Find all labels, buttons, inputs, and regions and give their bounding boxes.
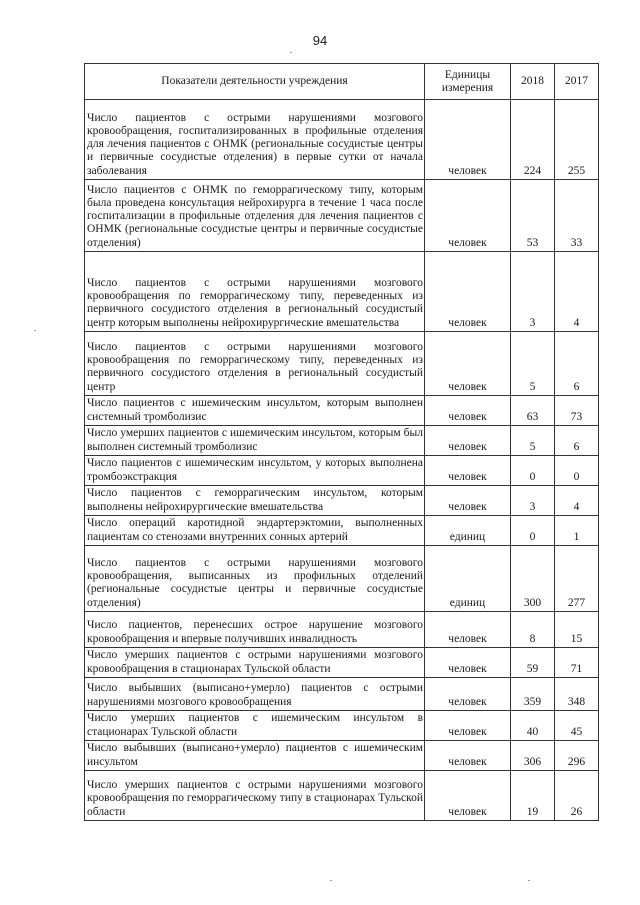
- value-2018-cell: 3: [511, 486, 555, 516]
- unit-cell: человек: [425, 426, 511, 456]
- value-2017-cell: 15: [555, 612, 599, 648]
- indicator-cell: Число пациентов, перенесших острое нарушение мозгового кровообращения и впервые получивших инвалидность: [85, 612, 425, 648]
- value-2017-cell: 26: [555, 771, 599, 821]
- indicator-cell: Число выбывших (выписано+умерло) пациентов с ишемическим инсультом: [85, 741, 425, 771]
- table-row: [85, 648, 599, 678]
- value-2018-cell: 5: [511, 426, 555, 456]
- unit-cell: человек: [425, 741, 511, 771]
- table-row: [85, 678, 599, 711]
- header-year-2018: 2018: [511, 64, 555, 100]
- indicator-cell: Число пациентов с острыми нарушениями мозгового кровообращения по геморрагическому типу, переведенных из первичного сосудистого отделения в региональный сосудистый центр: [85, 332, 425, 396]
- indicator-cell: Число умерших пациентов с острыми нарушениями мозгового кровообращения по геморрагическому типу в стационарах Тульской области: [85, 771, 425, 821]
- statistics-table: [84, 63, 599, 821]
- table-row: [85, 456, 599, 486]
- unit-cell: человек: [425, 180, 511, 252]
- value-2018-cell: 306: [511, 741, 555, 771]
- indicator-cell: Число пациентов с острыми нарушениями мозгового кровообращения, госпитализированных в профильные отделения для лечения пациентов с ОНМК (региональные сосудистые центры и первичные сосудистые отделения) в первые сутки от начала заболевания: [85, 100, 425, 180]
- table-row: [85, 612, 599, 648]
- value-2017-cell: 255: [555, 100, 599, 180]
- value-2017-cell: 6: [555, 332, 599, 396]
- scan-speck: [290, 52, 292, 53]
- table-row: [85, 332, 599, 396]
- scan-speck: [528, 880, 530, 881]
- value-2017-cell: 4: [555, 252, 599, 332]
- indicator-cell: Число операций каротидной эндартерэктомии, выполненных пациентам со стенозами внутренних сонных артерий: [85, 516, 425, 546]
- value-2018-cell: 300: [511, 546, 555, 612]
- table-row: [85, 100, 599, 180]
- table-row: [85, 741, 599, 771]
- scan-speck: [34, 330, 36, 331]
- value-2018-cell: 359: [511, 678, 555, 711]
- scan-speck: [330, 880, 332, 881]
- table-row: [85, 426, 599, 456]
- table-row: [85, 771, 599, 821]
- table-row: [85, 180, 599, 252]
- value-2017-cell: 4: [555, 486, 599, 516]
- indicator-cell: Число умерших пациентов с ишемическим инсультом в стационарах Тульской области: [85, 711, 425, 741]
- value-2018-cell: 3: [511, 252, 555, 332]
- unit-cell: человек: [425, 648, 511, 678]
- indicator-cell: Число выбывших (выписано+умерло) пациентов с острыми нарушениями мозгового кровообращения: [85, 678, 425, 711]
- indicator-cell: Число пациентов с ишемическим инсультом, которым выполнен системный тромболизис: [85, 396, 425, 426]
- unit-cell: человек: [425, 332, 511, 396]
- value-2018-cell: 0: [511, 516, 555, 546]
- value-2017-cell: 45: [555, 711, 599, 741]
- value-2017-cell: 33: [555, 180, 599, 252]
- unit-cell: человек: [425, 252, 511, 332]
- table-row: [85, 396, 599, 426]
- unit-cell: единиц: [425, 546, 511, 612]
- value-2017-cell: 348: [555, 678, 599, 711]
- table-row: [85, 252, 599, 332]
- value-2018-cell: 8: [511, 612, 555, 648]
- indicator-cell: Число пациентов с острыми нарушениями мозгового кровообращения, выписанных из профильных отделений (региональные сосудистые центры и первичные сосудистые отделения): [85, 546, 425, 612]
- value-2017-cell: 296: [555, 741, 599, 771]
- indicator-cell: Число пациентов с ишемическим инсультом, у которых выполнена тромбоэкстракция: [85, 456, 425, 486]
- value-2018-cell: 53: [511, 180, 555, 252]
- unit-cell: человек: [425, 678, 511, 711]
- header-year-2017: 2017: [555, 64, 599, 100]
- indicator-cell: Число пациентов с ОНМК по геморрагическому типу, которым была проведена консультация нейрохирурга в течение 1 часа после госпитализации в профильные отделения для лечения пациентов с ОНМК (региональные сосудистые центры и первичные сосудистые отделения): [85, 180, 425, 252]
- table-row: [85, 546, 599, 612]
- value-2018-cell: 40: [511, 711, 555, 741]
- value-2018-cell: 63: [511, 396, 555, 426]
- unit-cell: человек: [425, 100, 511, 180]
- table-row: [85, 486, 599, 516]
- unit-cell: человек: [425, 612, 511, 648]
- unit-cell: человек: [425, 486, 511, 516]
- header-unit: Единицы измерения: [425, 64, 511, 100]
- value-2018-cell: 224: [511, 100, 555, 180]
- indicator-cell: Число умерших пациентов с острыми нарушениями мозгового кровообращения в стационарах Тульской области: [85, 648, 425, 678]
- table-row: [85, 711, 599, 741]
- value-2017-cell: 0: [555, 456, 599, 486]
- value-2018-cell: 59: [511, 648, 555, 678]
- value-2017-cell: 6: [555, 426, 599, 456]
- unit-cell: человек: [425, 396, 511, 426]
- page-number: 94: [312, 33, 328, 48]
- value-2018-cell: 0: [511, 456, 555, 486]
- value-2017-cell: 71: [555, 648, 599, 678]
- unit-cell: человек: [425, 456, 511, 486]
- unit-cell: человек: [425, 711, 511, 741]
- table-header-row: [85, 64, 599, 100]
- unit-cell: единиц: [425, 516, 511, 546]
- indicator-cell: Число умерших пациентов с ишемическим инсультом, которым был выполнен системный тромболизис: [85, 426, 425, 456]
- indicator-cell: Число пациентов с геморрагическим инсультом, которым выполнены нейрохирургические вмешательства: [85, 486, 425, 516]
- table-row: [85, 516, 599, 546]
- value-2017-cell: 1: [555, 516, 599, 546]
- value-2018-cell: 5: [511, 332, 555, 396]
- header-indicator: Показатели деятельности учреждения: [85, 64, 425, 100]
- value-2017-cell: 73: [555, 396, 599, 426]
- indicator-cell: Число пациентов с острыми нарушениями мозгового кровообращения по геморрагическому типу, переведенных из первичного сосудистого отделения в региональный сосудистый центр которым выполнены нейрохирургические вмешательства: [85, 252, 425, 332]
- value-2018-cell: 19: [511, 771, 555, 821]
- unit-cell: человек: [425, 771, 511, 821]
- value-2017-cell: 277: [555, 546, 599, 612]
